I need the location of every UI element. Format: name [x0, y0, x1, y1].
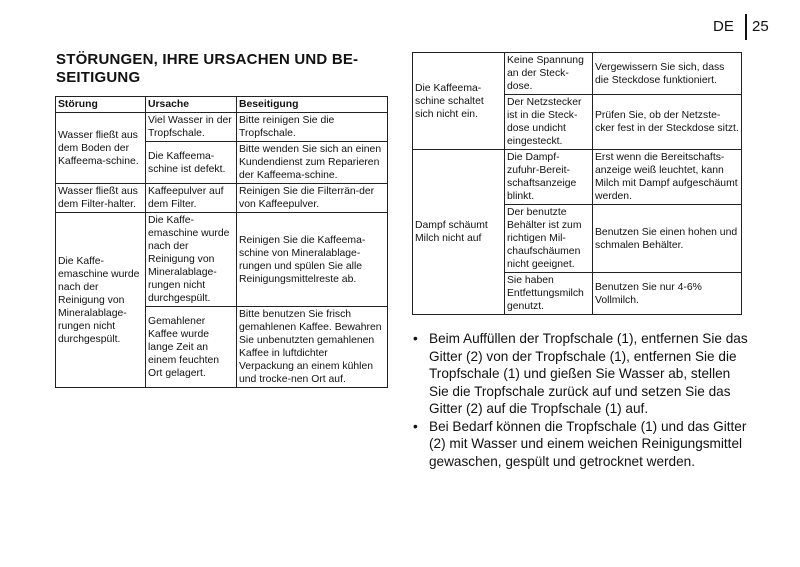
fix-cell: Benutzen Sie nur 4-6% Vollmilch.	[593, 273, 742, 315]
section-title: STÖRUNGEN, IHRE URSACHEN UND BE-SEITIGUNG	[56, 51, 359, 86]
fault-cell: Die Kaffeema-schine schaltet sich nicht ein.	[413, 53, 505, 150]
troubleshooting-table-left	[55, 96, 388, 388]
cause-cell: Gemahlener Kaffee wurde lange Zeit an einem feuchten Ort gelagert.	[146, 307, 237, 388]
column-header-cause: Ursache	[146, 97, 237, 113]
page-number: 25	[752, 18, 769, 35]
fault-cell: Die Kaffe-emaschine wurde nach der Reinigung von Mineralablage-rungen nicht durchgespült.	[56, 213, 146, 388]
cause-cell: Die Kaffe-emaschine wurde nach der Reinigung von Mineralablage-rungen nicht durchgespült.	[146, 213, 237, 307]
list-item	[412, 418, 752, 471]
table-row	[413, 53, 742, 95]
cause-cell: Viel Wasser in der Tropfschale.	[146, 113, 237, 142]
fix-cell: Bitte benutzen Sie frisch gemahlenen Kaffee. Bewahren Sie unbenutzten gemahlenen Kaffee in luftdichter Verpackung an einem kühlen und trocke-nen Ort auf.	[237, 307, 388, 388]
table-row	[56, 213, 388, 307]
column-header-fault: Störung	[56, 97, 146, 113]
list-item-text: Bei Bedarf können die Tropfschale (1) und das Gitter (2) mit Wasser und einem weichen Reinigungsmittel gewaschen, gespült und getrocknet werden.	[429, 418, 747, 469]
cause-cell: Keine Spannung an der Steck-dose.	[505, 53, 593, 95]
list-item	[412, 330, 752, 418]
table-row	[56, 184, 388, 213]
fix-cell: Prüfen Sie, ob der Netzste-cker fest in der Steckdose sitzt.	[593, 95, 742, 150]
table-header-row	[56, 97, 388, 113]
bullet-marker: •	[413, 418, 418, 434]
fault-cell: Wasser fließt aus dem Boden der Kaffeema-schine.	[56, 113, 146, 184]
language-code: DE	[713, 18, 734, 35]
fault-cell: Dampf schäumt Milch nicht auf	[413, 150, 505, 315]
column-header-fix: Beseitigung	[237, 97, 388, 113]
bullet-marker: •	[413, 331, 418, 346]
cause-cell: Der benutzte Behälter ist zum richtigen Mil-chaufschäumen nicht geeignet.	[505, 205, 593, 273]
table-row	[56, 113, 388, 142]
fix-cell: Erst wenn die Bereitschafts-anzeige weiß leuchtet, kann Milch mit Dampf aufgeschäumt werden.	[593, 150, 742, 205]
header-divider	[745, 14, 747, 40]
fix-cell: Reinigen Sie die Kaffeema-schine von Mineralablage-rungen und spülen Sie alle Reinigungsmittelreste ab.	[237, 213, 388, 307]
fault-cell: Wasser fließt aus dem Filter-halter.	[56, 184, 146, 213]
cause-cell: Die Kaffeema-schine ist defekt.	[146, 142, 237, 184]
fix-cell: Reinigen Sie die Filterrän-der von Kaffeepulver.	[237, 184, 388, 213]
fix-cell: Benutzen Sie einen hohen und schmalen Behälter.	[593, 205, 742, 273]
fix-cell: Bitte wenden Sie sich an einen Kundendienst zum Reparieren der Kaffeema-schine.	[237, 142, 388, 184]
troubleshooting-table-right	[412, 52, 742, 315]
cause-cell: Die Dampf-zufuhr-Bereit-schaftsanzeige blinkt.	[505, 150, 593, 205]
fix-cell: Vergewissern Sie sich, dass die Steckdose funktioniert.	[593, 53, 742, 95]
cause-cell: Sie haben Entfettungsmilch genutzt.	[505, 273, 593, 315]
table-row	[413, 150, 742, 205]
cause-cell: Kaffeepulver auf dem Filter.	[146, 184, 237, 213]
instruction-list	[412, 330, 752, 470]
fix-cell: Bitte reinigen Sie die Tropfschale.	[237, 113, 388, 142]
list-item-text: Beim Auffüllen der Tropfschale (1), entfernen Sie das Gitter (2) von der Tropfschale (1), entfernen Sie die Tropfschale (1) und gießen Sie Wasser ab, stellen Sie die Tropfschale zurück auf und setzen Sie das Gitter (2) auf die Tropfschale (1) auf.	[429, 331, 748, 416]
cause-cell: Der Netzstecker ist in die Steck-dose undicht eingesteckt.	[505, 95, 593, 150]
